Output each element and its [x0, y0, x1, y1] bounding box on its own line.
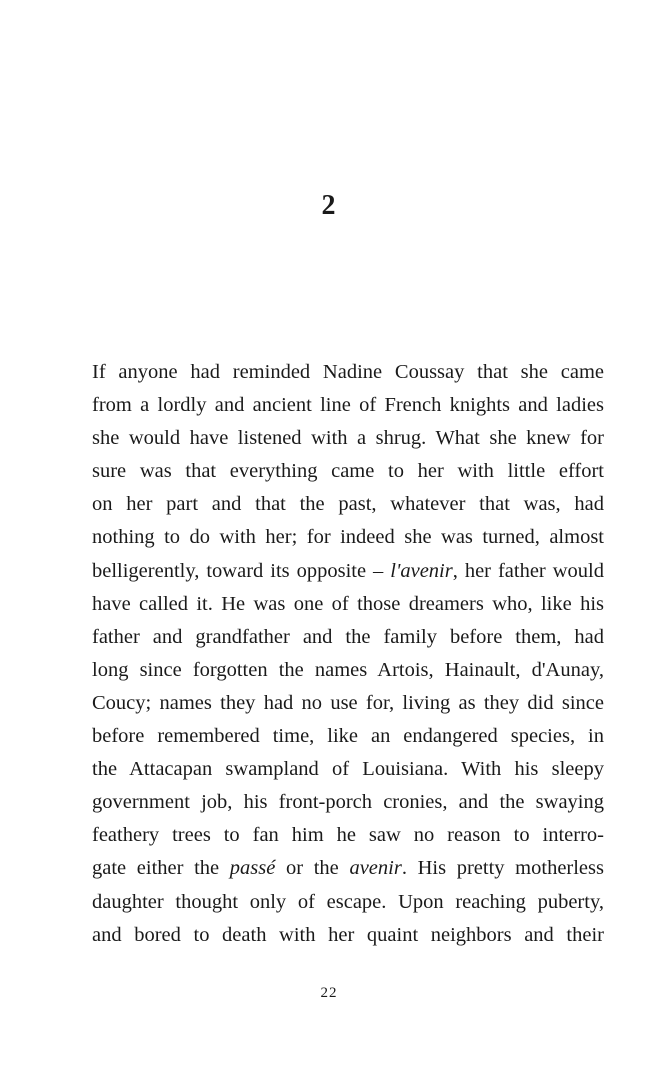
text-run: . His pretty motherless — [401, 857, 604, 880]
text-line — [92, 852, 604, 885]
text-line: father and grandfather and the family before them, had — [92, 625, 604, 648]
text-line: before remembered time, like an endangered species, in — [92, 725, 604, 748]
text-line: sure was that everything came to her with little effort — [92, 460, 604, 483]
italic-word: passé — [229, 857, 276, 880]
text-run: or the — [275, 857, 350, 880]
text-line: and bored to death with her quaint neighbors and their — [92, 923, 604, 946]
text-line: long since forgotten the names Artois, Hainault, d'Aunay, — [92, 658, 604, 681]
text-line: If anyone had reminded Nadine Coussay that she came — [92, 361, 604, 383]
text-line: feathery trees to fan him he saw no reason to interro- — [92, 824, 604, 847]
text-line: she would have listened with a shrug. What she knew for — [92, 427, 604, 450]
italic-word: avenir — [349, 857, 402, 880]
body-text — [92, 356, 604, 952]
text-run: gate either the — [92, 857, 230, 880]
text-run: belligerently, toward its opposite – — [92, 559, 391, 582]
chapter-number: 2 — [321, 190, 337, 221]
text-line: daughter thought only of escape. Upon reaching puberty, — [92, 890, 604, 913]
text-run: , her father would — [452, 559, 604, 582]
text-line: government job, his front-porch cronies, and the swaying — [92, 791, 604, 814]
text-line: the Attacapan swampland of Louisiana. With his sleepy — [92, 758, 604, 781]
text-line: Coucy; names they had no use for, living as they did since — [92, 691, 604, 714]
text-line: have called it. He was one of those dreamers who, like his — [92, 592, 604, 615]
text-line: nothing to do with her; for indeed she was turned, almost — [92, 526, 604, 549]
text-line — [92, 555, 604, 588]
text-line: on her part and that the past, whatever that was, had — [92, 493, 604, 516]
italic-word: l'avenir — [390, 559, 453, 582]
page-number: 22 — [320, 985, 338, 1001]
text-line: from a lordly and ancient line of French knights and ladies — [92, 394, 604, 417]
